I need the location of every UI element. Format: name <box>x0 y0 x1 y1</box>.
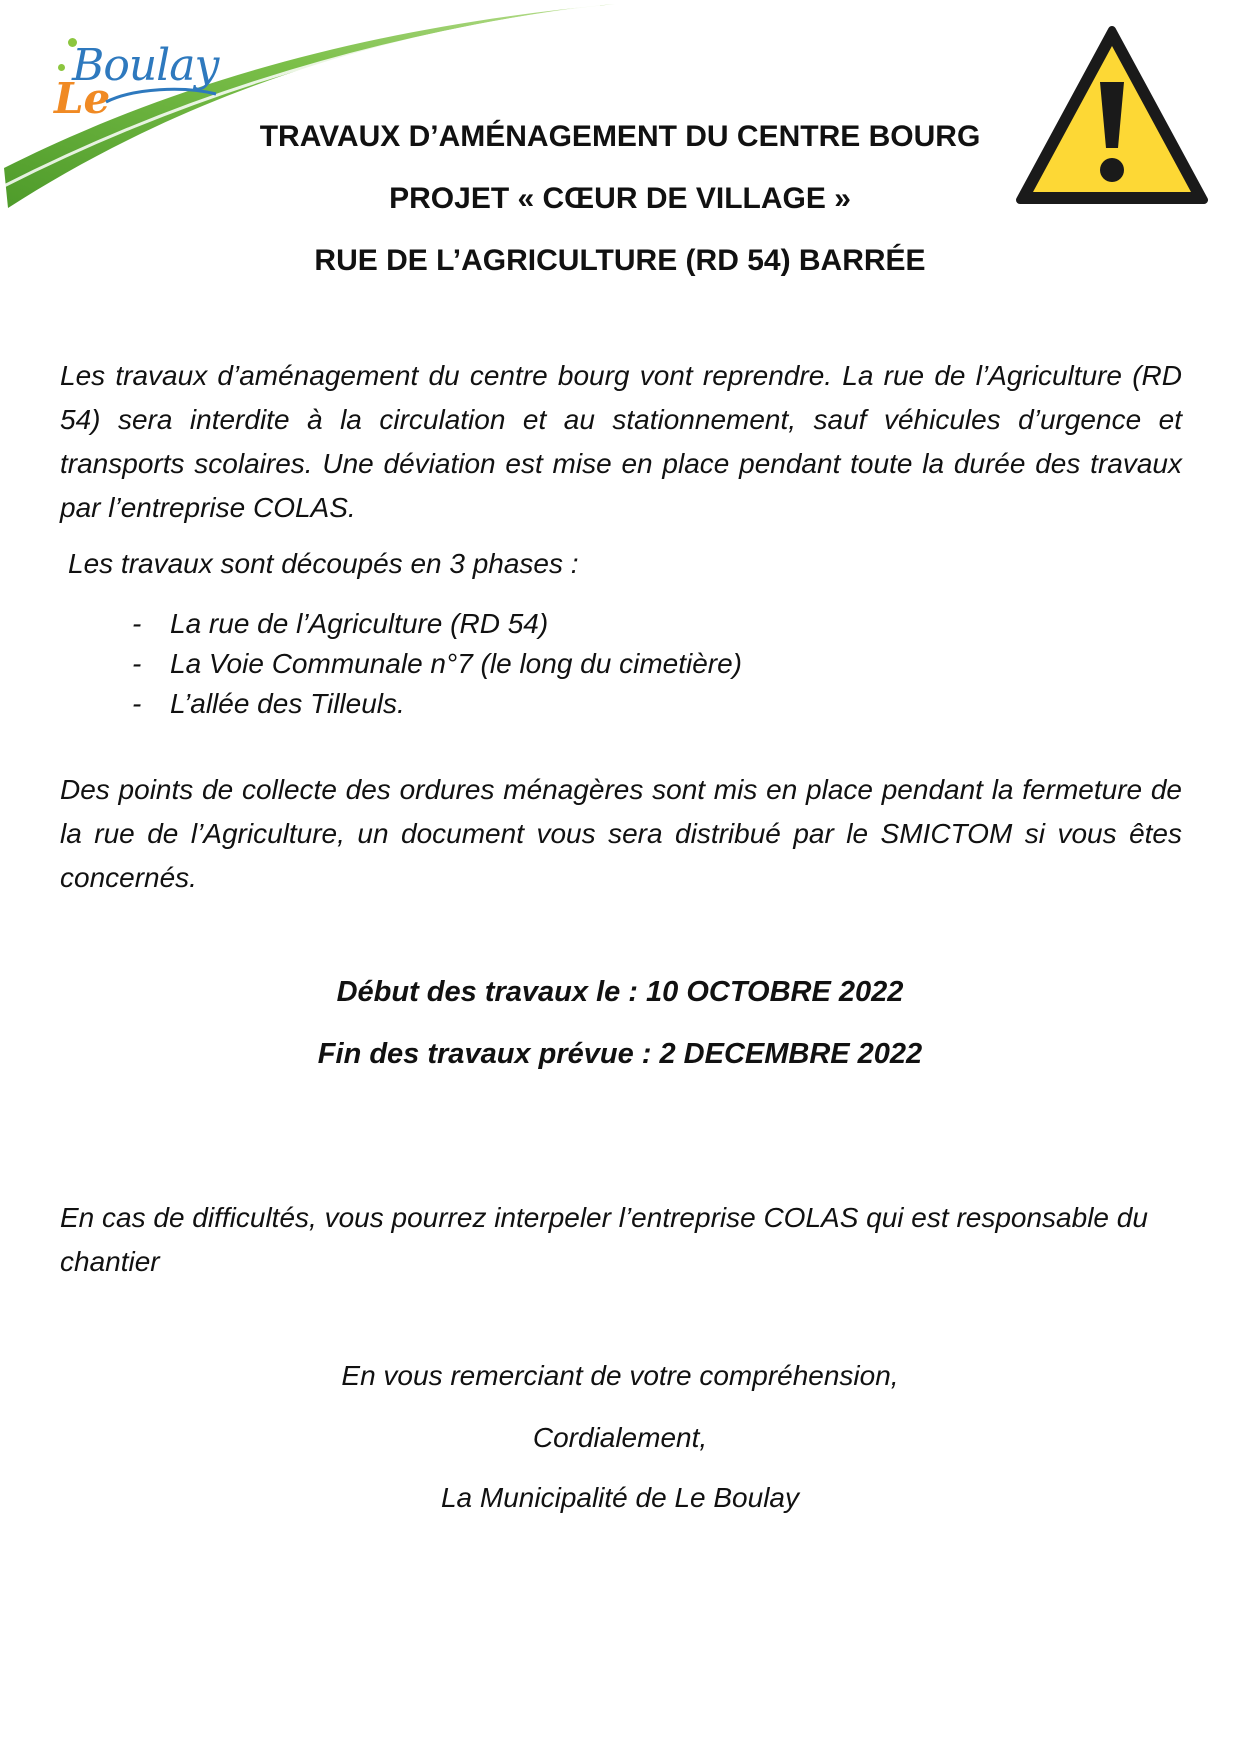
closing-thanks: En vous remerciant de votre compréhension, <box>341 1360 899 1391</box>
phases-intro: Les travaux sont découpés en 3 phases : <box>68 548 579 579</box>
phase-list <box>60 604 742 724</box>
title-line-2: PROJET « CŒUR DE VILLAGE » <box>389 182 851 215</box>
list-dash: - <box>132 688 142 719</box>
le-boulay-logo <box>44 34 219 129</box>
list-dash: - <box>132 608 142 639</box>
closing-regards: Cordialement, <box>532 1422 708 1453</box>
start-date: Début des travaux le : 10 OCTOBRE 2022 <box>336 976 904 1008</box>
intro-paragraph: Les travaux d’aménagement du centre bourg vont reprendre. La rue de l’Agriculture (RD 54) sera interdite à la circulation et au stationnement, sauf véhicules d’urgence et transports scolaires. Une déviation est mise en place pendant toute la durée des travaux par l’entreprise COLAS. <box>60 360 1182 523</box>
collection-paragraph: Des points de collecte des ordures ménagères sont mis en place pendant la fermeture de la rue de l’Agriculture, un document vous sera distribué par le SMICTOM si vous êtes concernés. <box>60 774 1182 893</box>
title-line-1: TRAVAUX D’AMÉNAGEMENT DU CENTRE BOURG <box>259 120 981 153</box>
contact-paragraph: En cas de difficultés, vous pourrez interpeler l’entreprise COLAS qui est responsable du chantier <box>60 1202 1148 1277</box>
closing-signature: La Municipalité de Le Boulay <box>440 1482 799 1513</box>
logo-name: Boulay <box>72 40 219 91</box>
logo-le: Le <box>54 74 111 123</box>
list-item <box>60 684 742 724</box>
list-item <box>60 604 742 644</box>
end-date: Fin des travaux prévue : 2 DECEMBRE 2022 <box>317 1038 923 1070</box>
warning-triangle-icon <box>1014 24 1210 210</box>
title-line-3: RUE DE L’AGRICULTURE (RD 54) BARRÉE <box>314 244 926 277</box>
phase-label: La rue de l’Agriculture (RD 54) <box>170 608 549 639</box>
logo-underline-swoosh <box>104 84 219 108</box>
list-item <box>60 644 742 684</box>
phase-label: La Voie Communale n°7 (le long du cimetière) <box>170 648 743 679</box>
list-dash: - <box>132 648 142 679</box>
phase-label: L’allée des Tilleuls. <box>170 688 405 719</box>
logo-dot-green-small <box>58 64 65 71</box>
